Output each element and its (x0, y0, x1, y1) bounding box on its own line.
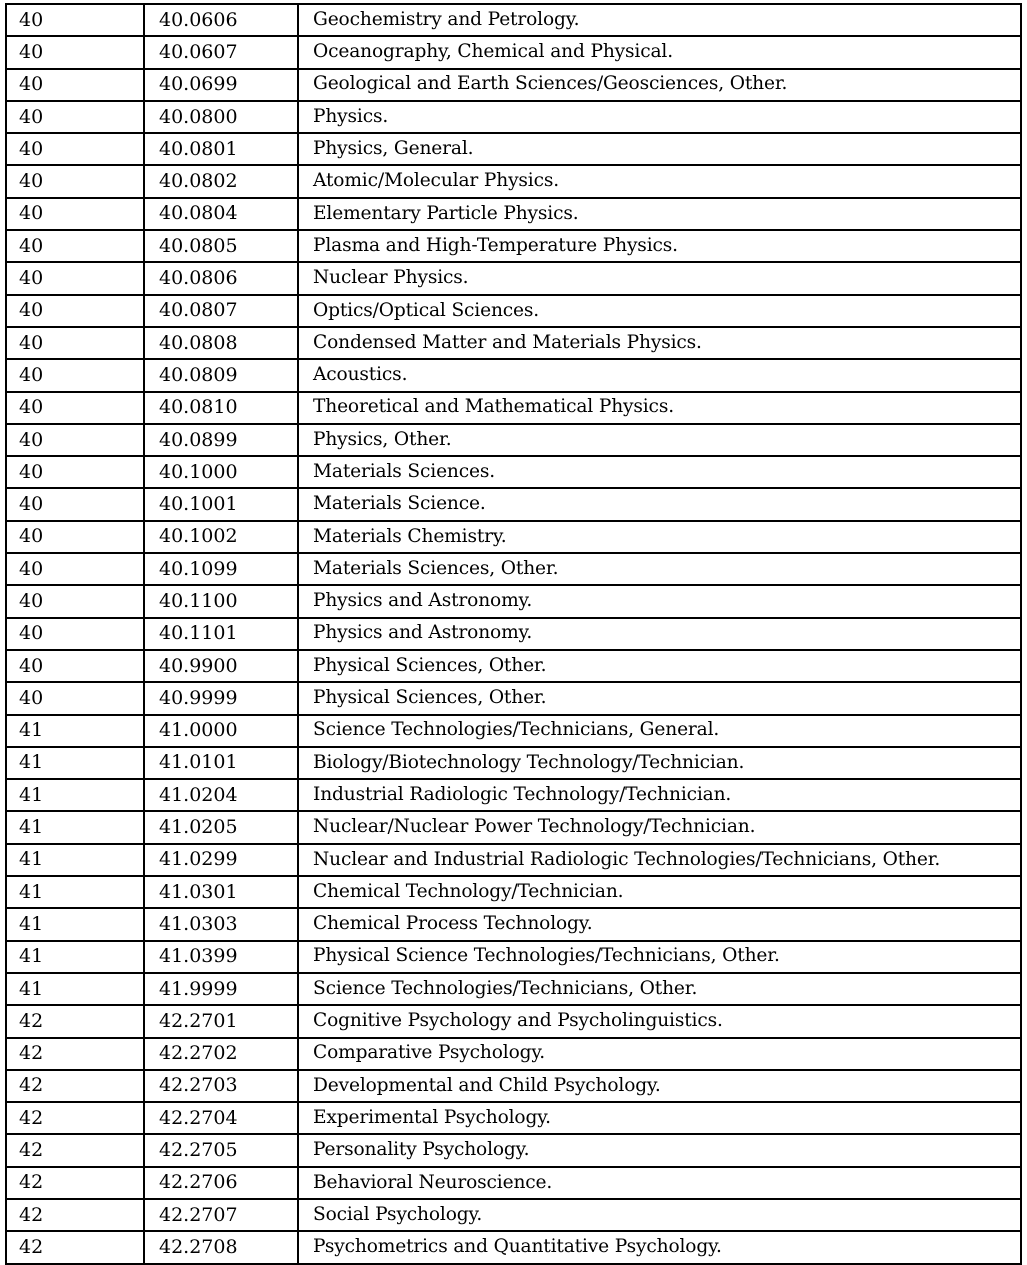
cip-code-cell: 40.0699 (144, 69, 298, 101)
cip-code-cell: 41.0399 (144, 941, 298, 973)
cip-code-cell: 42.2704 (144, 1102, 298, 1134)
program-title-cell: Materials Science. (298, 488, 1021, 520)
cip-code-cell: 41.0205 (144, 811, 298, 843)
cip-code-cell: 40.1001 (144, 488, 298, 520)
table-row (6, 262, 1021, 294)
cip-code-cell: 40.1100 (144, 585, 298, 617)
table-row (6, 1134, 1021, 1166)
table-row (6, 844, 1021, 876)
family-code-cell: 40 (6, 650, 144, 682)
program-title-cell: Social Psychology. (298, 1199, 1021, 1231)
table-row (6, 779, 1021, 811)
family-code-cell: 42 (6, 1102, 144, 1134)
cip-code-cell: 40.9900 (144, 650, 298, 682)
family-code-cell: 41 (6, 715, 144, 747)
cip-code-cell: 40.0801 (144, 133, 298, 165)
family-code-cell: 40 (6, 618, 144, 650)
family-code-cell: 40 (6, 262, 144, 294)
family-code-cell: 40 (6, 36, 144, 68)
cip-code-cell: 41.9999 (144, 973, 298, 1005)
table-row (6, 618, 1021, 650)
table-row (6, 36, 1021, 68)
cip-code-cell: 40.9999 (144, 682, 298, 714)
program-title-cell: Theoretical and Mathematical Physics. (298, 392, 1021, 424)
cip-code-cell: 40.1002 (144, 521, 298, 553)
program-title-cell: Industrial Radiologic Technology/Technician. (298, 779, 1021, 811)
family-code-cell: 40 (6, 682, 144, 714)
table-row (6, 553, 1021, 585)
table-row (6, 1005, 1021, 1037)
family-code-cell: 41 (6, 779, 144, 811)
family-code-cell: 41 (6, 811, 144, 843)
family-code-cell: 42 (6, 1070, 144, 1102)
family-code-cell: 41 (6, 747, 144, 779)
program-title-cell: Condensed Matter and Materials Physics. (298, 327, 1021, 359)
family-code-cell: 40 (6, 585, 144, 617)
family-code-cell: 40 (6, 165, 144, 197)
program-title-cell: Biology/Biotechnology Technology/Technician. (298, 747, 1021, 779)
table-row (6, 488, 1021, 520)
program-title-cell: Experimental Psychology. (298, 1102, 1021, 1134)
program-title-cell: Optics/Optical Sciences. (298, 295, 1021, 327)
family-code-cell: 40 (6, 69, 144, 101)
program-title-cell: Elementary Particle Physics. (298, 198, 1021, 230)
program-title-cell: Materials Chemistry. (298, 521, 1021, 553)
family-code-cell: 40 (6, 327, 144, 359)
family-code-cell: 42 (6, 1231, 144, 1263)
family-code-cell: 40 (6, 424, 144, 456)
family-code-cell: 40 (6, 133, 144, 165)
table-row (6, 1070, 1021, 1102)
cip-code-cell: 40.1000 (144, 456, 298, 488)
cip-code-cell: 41.0101 (144, 747, 298, 779)
cip-code-cell: 40.0804 (144, 198, 298, 230)
table-row (6, 456, 1021, 488)
table-row (6, 165, 1021, 197)
family-code-cell: 42 (6, 1005, 144, 1037)
program-title-cell: Psychometrics and Quantitative Psychology. (298, 1231, 1021, 1263)
cip-code-cell: 41.0000 (144, 715, 298, 747)
family-code-cell: 40 (6, 456, 144, 488)
program-title-cell: Geological and Earth Sciences/Geosciences, Other. (298, 69, 1021, 101)
family-code-cell: 42 (6, 1038, 144, 1070)
family-code-cell: 42 (6, 1167, 144, 1199)
family-code-cell: 41 (6, 973, 144, 1005)
cip-code-cell: 40.1099 (144, 553, 298, 585)
program-title-cell: Oceanography, Chemical and Physical. (298, 36, 1021, 68)
table-row (6, 941, 1021, 973)
cip-code-cell: 41.0299 (144, 844, 298, 876)
cip-code-cell: 40.0806 (144, 262, 298, 294)
program-title-cell: Physics and Astronomy. (298, 585, 1021, 617)
family-code-cell: 40 (6, 488, 144, 520)
family-code-cell: 40 (6, 230, 144, 262)
cip-code-cell: 41.0303 (144, 908, 298, 940)
table-row (6, 682, 1021, 714)
table-row (6, 1199, 1021, 1231)
cip-code-cell: 40.0800 (144, 101, 298, 133)
program-title-cell: Plasma and High-Temperature Physics. (298, 230, 1021, 262)
cip-code-table (5, 3, 1022, 1265)
family-code-cell: 41 (6, 908, 144, 940)
program-title-cell: Physics and Astronomy. (298, 618, 1021, 650)
table-row (6, 908, 1021, 940)
table-row (6, 69, 1021, 101)
cip-code-cell: 40.0809 (144, 359, 298, 391)
cip-code-cell: 40.0607 (144, 36, 298, 68)
cip-code-cell: 40.0606 (144, 4, 298, 36)
program-title-cell: Physical Science Technologies/Technicians, Other. (298, 941, 1021, 973)
program-title-cell: Chemical Process Technology. (298, 908, 1021, 940)
table-row (6, 392, 1021, 424)
program-title-cell: Personality Psychology. (298, 1134, 1021, 1166)
table-row (6, 811, 1021, 843)
program-title-cell: Materials Sciences. (298, 456, 1021, 488)
table-row (6, 650, 1021, 682)
table-row (6, 198, 1021, 230)
cip-code-cell: 42.2708 (144, 1231, 298, 1263)
cip-code-cell: 40.0810 (144, 392, 298, 424)
cip-code-cell: 40.0807 (144, 295, 298, 327)
cip-code-cell: 40.0802 (144, 165, 298, 197)
table-row (6, 1102, 1021, 1134)
table-row (6, 876, 1021, 908)
family-code-cell: 40 (6, 198, 144, 230)
family-code-cell: 41 (6, 941, 144, 973)
program-title-cell: Geochemistry and Petrology. (298, 4, 1021, 36)
table-row (6, 585, 1021, 617)
table-row (6, 230, 1021, 262)
table-row (6, 973, 1021, 1005)
table-row (6, 295, 1021, 327)
program-title-cell: Atomic/Molecular Physics. (298, 165, 1021, 197)
cip-code-cell: 40.0899 (144, 424, 298, 456)
table-row (6, 715, 1021, 747)
family-code-cell: 40 (6, 553, 144, 585)
family-code-cell: 40 (6, 4, 144, 36)
program-title-cell: Chemical Technology/Technician. (298, 876, 1021, 908)
program-title-cell: Physics, General. (298, 133, 1021, 165)
cip-code-cell: 40.0805 (144, 230, 298, 262)
table-row (6, 521, 1021, 553)
family-code-cell: 40 (6, 359, 144, 391)
program-title-cell: Cognitive Psychology and Psycholinguistics. (298, 1005, 1021, 1037)
table-row (6, 359, 1021, 391)
program-title-cell: Science Technologies/Technicians, Other. (298, 973, 1021, 1005)
table-row (6, 101, 1021, 133)
program-title-cell: Nuclear/Nuclear Power Technology/Technician. (298, 811, 1021, 843)
table-row (6, 747, 1021, 779)
program-title-cell: Acoustics. (298, 359, 1021, 391)
program-title-cell: Materials Sciences, Other. (298, 553, 1021, 585)
family-code-cell: 40 (6, 295, 144, 327)
program-title-cell: Science Technologies/Technicians, General. (298, 715, 1021, 747)
program-title-cell: Physics. (298, 101, 1021, 133)
cip-code-cell: 41.0204 (144, 779, 298, 811)
cip-code-cell: 42.2703 (144, 1070, 298, 1102)
cip-code-cell: 41.0301 (144, 876, 298, 908)
table-row (6, 424, 1021, 456)
table-row (6, 1231, 1021, 1263)
program-title-cell: Developmental and Child Psychology. (298, 1070, 1021, 1102)
cip-code-cell: 42.2707 (144, 1199, 298, 1231)
table-row (6, 1038, 1021, 1070)
program-title-cell: Physics, Other. (298, 424, 1021, 456)
cip-code-cell: 42.2706 (144, 1167, 298, 1199)
cip-table-body (6, 4, 1021, 1264)
family-code-cell: 40 (6, 101, 144, 133)
cip-code-cell: 42.2702 (144, 1038, 298, 1070)
family-code-cell: 42 (6, 1134, 144, 1166)
family-code-cell: 41 (6, 876, 144, 908)
family-code-cell: 42 (6, 1199, 144, 1231)
table-row (6, 327, 1021, 359)
table-row (6, 133, 1021, 165)
cip-code-cell: 42.2705 (144, 1134, 298, 1166)
program-title-cell: Physical Sciences, Other. (298, 650, 1021, 682)
program-title-cell: Behavioral Neuroscience. (298, 1167, 1021, 1199)
family-code-cell: 40 (6, 521, 144, 553)
program-title-cell: Nuclear Physics. (298, 262, 1021, 294)
family-code-cell: 40 (6, 392, 144, 424)
program-title-cell: Physical Sciences, Other. (298, 682, 1021, 714)
cip-code-cell: 42.2701 (144, 1005, 298, 1037)
family-code-cell: 41 (6, 844, 144, 876)
cip-code-cell: 40.1101 (144, 618, 298, 650)
program-title-cell: Nuclear and Industrial Radiologic Technologies/Technicians, Other. (298, 844, 1021, 876)
table-row (6, 1167, 1021, 1199)
cip-code-cell: 40.0808 (144, 327, 298, 359)
program-title-cell: Comparative Psychology. (298, 1038, 1021, 1070)
table-row (6, 4, 1021, 36)
